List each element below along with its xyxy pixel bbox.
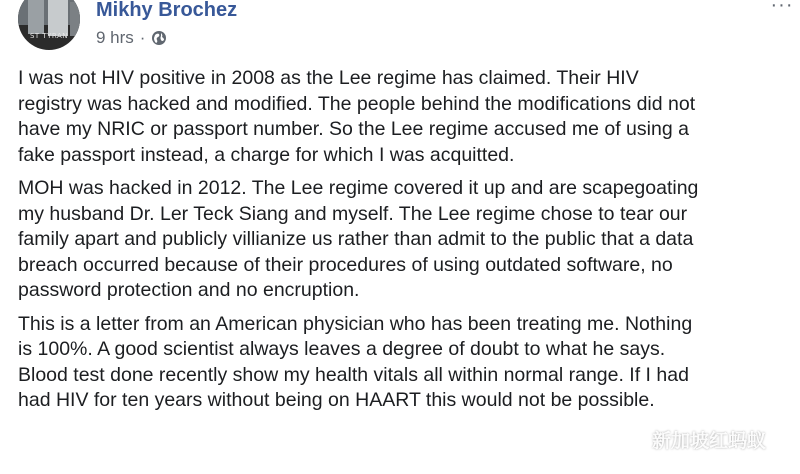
post-header [0, 0, 800, 60]
post-meta [96, 28, 167, 48]
globe-icon[interactable] [151, 30, 167, 46]
paragraph-2: MOH was hacked in 2012. The Lee regime covered it up and are scapegoating my husband Dr. Ler Teck Siang and myself. The Lee regime chose to tear our family apart and publicly villianize us rather than admit to the public that a data breach occurred because of their procedures of using outdated software, no password protection and no encruption. [18, 177, 699, 301]
timestamp[interactable]: 9 hrs [96, 28, 134, 47]
avatar[interactable] [18, 0, 80, 50]
watermark [616, 424, 766, 454]
author-name[interactable]: Mikhy Brochez [96, 0, 238, 21]
post-body [18, 66, 788, 422]
separator: · [139, 28, 146, 47]
watermark-text: 新加坡红蚂蚁 [652, 429, 767, 452]
avatar-caption: ST TYRAN [29, 32, 69, 40]
paragraph-3: This is a letter from an American physician who has been treating me. Nothing is 100%. A good scientist always leaves a degree of doubt to what he says. Blood test done recently show my health vitals all within normal range. If I had had HIV for ten years without being on HAART this would not be possible. [18, 312, 693, 411]
paragraph-1: I was not HIV positive in 2008 as the Lee regime has claimed. Their HIV registry was hacked and modified. The people behind the modifications did not have my NRIC or passport number. So the Lee regime accused me of using a fake passport instead, a charge for which I was acquitted. [18, 67, 696, 166]
wechat-logo-icon [616, 426, 646, 452]
more-options-icon[interactable]: ··· [770, 0, 794, 16]
